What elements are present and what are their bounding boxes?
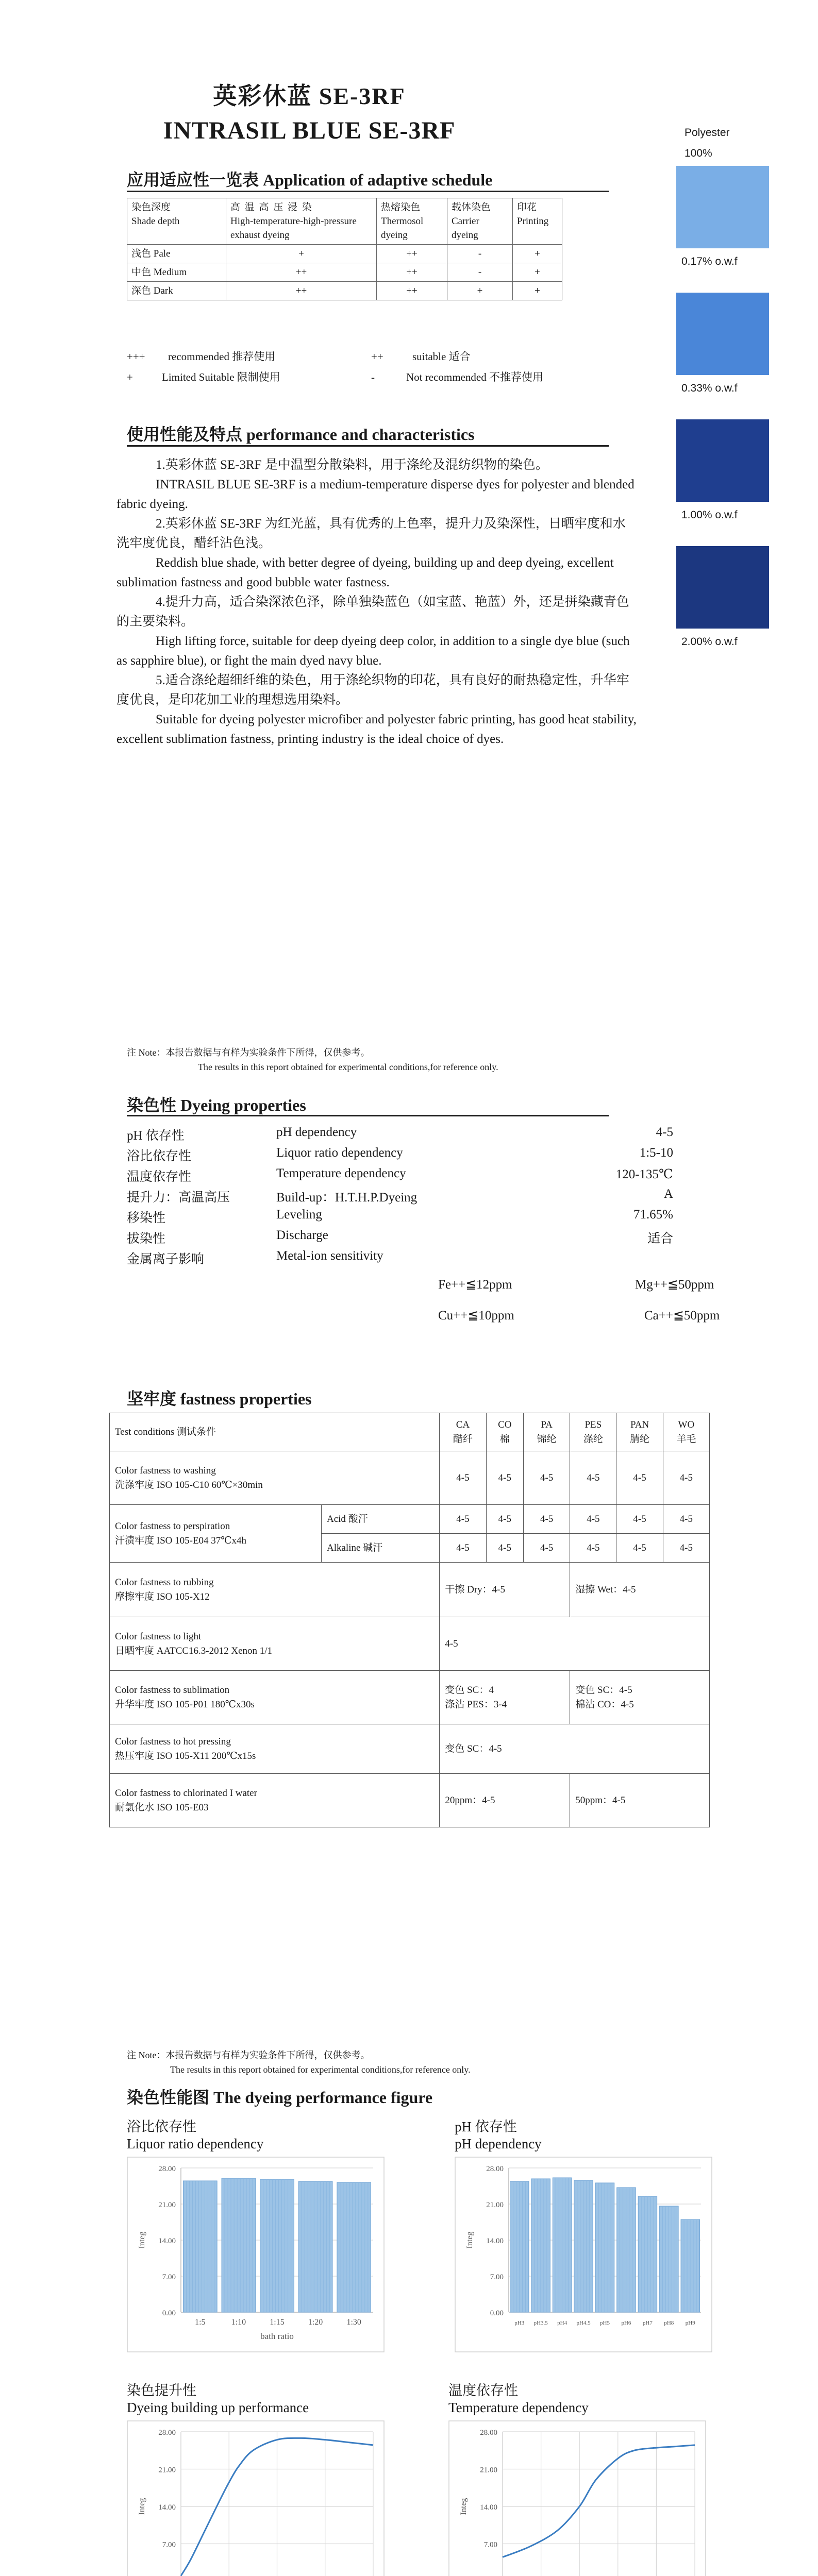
cell: 4-5 xyxy=(524,1451,570,1505)
legend-recommended: +++ recommended 推荐使用 xyxy=(127,350,276,363)
x-tick-label: pH3.5 xyxy=(533,2320,548,2326)
y-tick-label: 28.00 xyxy=(480,2429,497,2437)
cell: ++ xyxy=(377,282,447,300)
cell: 4-5 xyxy=(663,1505,709,1534)
fastness-header-row xyxy=(110,1413,710,1451)
y-tick-label: 28.00 xyxy=(158,2429,176,2437)
chart-ph-dependency xyxy=(455,2157,712,2352)
header-carrier: 载体染色 Carrier dyeing xyxy=(447,198,513,245)
cell: 4-5 xyxy=(486,1451,523,1505)
perspiration-acid-row xyxy=(110,1505,710,1534)
cell: 变色 SC：4 涤沾 PES：3-4 xyxy=(440,1671,570,1724)
cell: 4-5 xyxy=(570,1534,616,1563)
dyeing-row xyxy=(127,1166,673,1187)
x-tick-label: pH4.5 xyxy=(576,2320,591,2326)
cell: 4-5 xyxy=(616,1505,663,1534)
y-tick-label: 0.00 xyxy=(162,2309,176,2317)
dyeing-row xyxy=(127,1125,673,1146)
cell: ++ xyxy=(377,263,447,282)
color-swatch xyxy=(676,419,769,502)
x-tick-label: 1:5 xyxy=(195,2318,206,2327)
dyeing-val: 120-135℃ xyxy=(615,1167,673,1181)
cell: 中色 Medium xyxy=(127,263,226,282)
sublimation-label: Color fastness to sublimation 升华牢度 ISO 105-P01 180℃x30s xyxy=(110,1671,440,1724)
y-axis-label: Integ xyxy=(465,2231,474,2249)
color-swatch xyxy=(676,293,769,375)
bar xyxy=(183,2181,217,2312)
application-row-medium xyxy=(127,263,562,282)
y-tick-label: 7.00 xyxy=(162,2540,176,2549)
color-swatch xyxy=(676,546,769,629)
y-tick-label: 14.00 xyxy=(480,2503,497,2512)
cell: - xyxy=(447,263,513,282)
application-row-dark xyxy=(127,282,562,300)
x-tick-label: pH3 xyxy=(514,2320,525,2326)
x-tick-label: 1:10 xyxy=(231,2318,246,2327)
dyeing-row xyxy=(127,1187,673,1208)
cell: + xyxy=(513,245,562,263)
alkaline-label: Alkaline 碱汗 xyxy=(322,1534,440,1563)
metal-mg: Mg++≦50ppm xyxy=(635,1278,714,1292)
sublimation-row xyxy=(110,1671,710,1724)
x-tick-label: pH4 xyxy=(557,2320,567,2326)
chlorine-row xyxy=(110,1774,710,1827)
dyeing-en: Metal-ion sensitivity xyxy=(276,1249,383,1263)
note-cn: 注 Note：本报告数据与有样为实验条件下所得，仅供参考。 xyxy=(127,2050,370,2060)
y-tick-label: 21.00 xyxy=(480,2466,497,2475)
fig-liquor-en: Liquor ratio dependency xyxy=(127,2136,264,2151)
fig-ph-en: pH dependency xyxy=(455,2136,542,2151)
para-1-cn: 1.英彩休蓝 SE-3RF 是中温型分散染料，用于涤纶及混纺织物的染色。 xyxy=(156,458,548,472)
fig-temp-cn: 温度依存性 xyxy=(448,2383,518,2398)
application-header-row xyxy=(127,198,562,245)
para-2-en: Reddish blue shade, with better degree of dyeing, building up and deep dyeing, excellent sublimation fastness and good bubble water fastness. xyxy=(116,556,614,589)
dyeing-val: 71.65% xyxy=(633,1208,673,1222)
swatch-label: 1.00% o.w.f xyxy=(681,509,738,521)
header-thermosol: 热熔染色 Thermosol dyeing xyxy=(377,198,447,245)
bar xyxy=(298,2181,332,2312)
x-axis-label: bath ratio xyxy=(260,2331,294,2341)
figures-heading: 染色性能图 The dyeing performance figure xyxy=(127,2088,433,2107)
metal-cu: Cu++≦10ppm xyxy=(438,1309,514,1323)
bar xyxy=(260,2179,294,2312)
metal-fe: Fe++≦12ppm xyxy=(438,1278,512,1292)
dyeing-cn: 拔染性 xyxy=(127,1232,166,1246)
swatch-column xyxy=(676,166,769,648)
note-en: The results in this report obtained for experimental conditions,for reference only. xyxy=(170,2064,471,2075)
dyeing-cn: 浴比依存性 xyxy=(127,1149,192,1163)
y-tick-label: 7.00 xyxy=(483,2540,497,2549)
swatch-header: Polyester xyxy=(685,127,730,139)
application-table xyxy=(127,198,562,300)
fig-liquor-cn: 浴比依存性 xyxy=(127,2119,196,2134)
performance-heading: 使用性能及特点 performance and characteristics xyxy=(127,425,475,444)
application-row-pale xyxy=(127,245,562,263)
y-tick-label: 28.00 xyxy=(486,2165,504,2173)
fig-buildup-cn: 染色提升性 xyxy=(127,2383,196,2398)
fiber-pan: PAN 腈纶 xyxy=(616,1413,663,1451)
y-tick-label: 7.00 xyxy=(490,2273,504,2281)
title-en: INTRASIL BLUE SE-3RF xyxy=(163,117,456,144)
swatch-label: 2.00% o.w.f xyxy=(681,636,738,648)
swatch-header-pct: 100% xyxy=(685,147,712,159)
cell: 4-5 xyxy=(440,1534,486,1563)
cell: 干擦 Dry：4-5 xyxy=(440,1563,570,1617)
x-tick-label: pH5 xyxy=(600,2320,610,2326)
dyeing-cn: pH 依存性 xyxy=(127,1129,185,1143)
dyeing-table xyxy=(127,1125,673,1269)
fiber-wo: WO 羊毛 xyxy=(663,1413,709,1451)
y-tick-label: 14.00 xyxy=(158,2503,176,2512)
y-tick-label: 14.00 xyxy=(158,2237,176,2245)
hot-label: Color fastness to hot pressing 热压牢度 ISO 105-X11 200℃x15s xyxy=(110,1724,440,1774)
y-tick-label: 21.00 xyxy=(486,2201,504,2209)
chart-liquor-ratio xyxy=(127,2157,385,2352)
x-tick-label: pH6 xyxy=(621,2320,631,2326)
cell: 4-5 xyxy=(663,1451,709,1505)
y-axis-label: Integ xyxy=(138,2498,146,2515)
legend-limited: + Limited Suitable 限制使用 xyxy=(127,371,280,383)
y-tick-label: 21.00 xyxy=(158,2201,176,2209)
cell: 4-5 xyxy=(440,1505,486,1534)
cell: 4-5 xyxy=(486,1534,523,1563)
dyeing-val: 4-5 xyxy=(656,1125,673,1139)
application-heading: 应用适应性一览表 Application of adaptive schedule xyxy=(127,171,493,189)
x-tick-label: 1:15 xyxy=(270,2318,285,2327)
x-tick-label: 1:30 xyxy=(346,2318,361,2327)
y-axis-label: Integ xyxy=(459,2498,468,2515)
chart-buildup xyxy=(127,2420,385,2576)
dyeing-val: 适合 xyxy=(647,1232,673,1246)
rubbing-row xyxy=(110,1563,710,1617)
y-tick-label: 14.00 xyxy=(486,2237,504,2245)
note-en: The results in this report obtained for experimental conditions,for reference only. xyxy=(198,1062,498,1072)
chart-frame xyxy=(449,2421,706,2576)
legend-not-recommended: - Not recommended 不推荐使用 xyxy=(371,371,543,383)
cell: + xyxy=(513,282,562,300)
cell: 4-5 xyxy=(570,1451,616,1505)
cell: 深色 Dark xyxy=(127,282,226,300)
x-tick-label: 1:20 xyxy=(308,2318,323,2327)
cell: ++ xyxy=(377,245,447,263)
dyeing-en: Leveling xyxy=(276,1208,322,1222)
cell: - xyxy=(447,245,513,263)
para-4-en: Suitable for dyeing polyester microfiber and polyester fabric printing, has good heat stability, excellent sublimation fastness, printing industry is the ideal choice of dyes. xyxy=(116,713,637,746)
hot-pressing-row xyxy=(110,1724,710,1774)
fastness-heading: 坚牢度 fastness properties xyxy=(127,1389,312,1408)
x-tick-label: pH7 xyxy=(642,2320,653,2326)
bar xyxy=(222,2178,256,2312)
dyeing-row xyxy=(127,1208,673,1228)
fig-temp-en: Temperature dependency xyxy=(448,2400,589,2415)
dyeing-en: Temperature dependency xyxy=(276,1166,406,1180)
cell: 4-5 xyxy=(440,1617,710,1671)
x-tick-label: pH8 xyxy=(664,2320,674,2326)
dyeing-en: pH dependency xyxy=(276,1125,357,1139)
fiber-pes: PES 涤纶 xyxy=(570,1413,616,1451)
fastness-table xyxy=(109,1413,710,1827)
rubbing-label: Color fastness to rubbing 摩擦牢度 ISO 105-X12 xyxy=(110,1563,440,1617)
y-tick-label: 0.00 xyxy=(490,2309,504,2317)
light-label: Color fastness to light 日晒牢度 AATCC16.3-2012 Xenon 1/1 xyxy=(110,1617,440,1671)
para-3-cn: 4.提升力高，适合染深浓色泽，除单独染蓝色（如宝蓝、艳蓝）外，还是拼染藏青色的主要染料。 xyxy=(116,595,629,629)
perspiration-label: Color fastness to perspiration 汗渍牢度 ISO 105-E04 37℃x4h xyxy=(110,1505,322,1563)
chart-temperature xyxy=(448,2420,706,2576)
cell: 4-5 xyxy=(486,1505,523,1534)
header-hthp: 高 温 高 压 浸 染 High-temperature-high-pressure exhaust dyeing xyxy=(226,198,377,245)
acid-label: Acid 酸汗 xyxy=(322,1505,440,1534)
dyeing-cn: 温度依存性 xyxy=(127,1170,192,1184)
dyeing-val xyxy=(544,1249,673,1269)
cell: + xyxy=(447,282,513,300)
dyeing-cn: 移染性 xyxy=(127,1211,166,1225)
fig-buildup-en: Dyeing building up performance xyxy=(127,2400,309,2415)
para-2-cn: 2.英彩休蓝 SE-3RF 为红光蓝，具有优秀的上色率，提升力及染深性，日晒牢度和水洗牢度优良，醋纤沾色浅。 xyxy=(116,517,626,550)
cell: ++ xyxy=(226,263,377,282)
divider xyxy=(127,191,609,192)
divider xyxy=(127,445,609,447)
dyeing-cn: 提升力：高温高压 xyxy=(127,1191,230,1205)
y-tick-label: 28.00 xyxy=(158,2165,176,2173)
washing-row xyxy=(110,1451,710,1505)
dyeing-val: A xyxy=(663,1187,673,1201)
title-cn: 英彩休蓝 SE-3RF xyxy=(213,83,406,109)
metal-ca: Ca++≦50ppm xyxy=(644,1309,720,1323)
cell: 变色 SC：4-5 xyxy=(440,1724,710,1774)
y-axis-label: Integ xyxy=(138,2231,146,2249)
cell: + xyxy=(226,245,377,263)
cell: + xyxy=(513,263,562,282)
legend-suitable: ++ suitable 适合 xyxy=(371,350,471,363)
header-printing: 印花 Printing xyxy=(513,198,562,245)
dyeing-en: Liquor ratio dependency xyxy=(276,1146,403,1160)
para-3-en: High lifting force, suitable for deep dyeing deep color, in addition to a single dye blue (such as sapphire blue), or fight the main dyed navy blue. xyxy=(116,634,630,668)
cell: 4-5 xyxy=(570,1505,616,1534)
cell: 20ppm：4-5 xyxy=(440,1774,570,1827)
cell: ++ xyxy=(226,282,377,300)
dyeing-val: 1:5-10 xyxy=(639,1146,673,1160)
cell: 4-5 xyxy=(616,1534,663,1563)
x-tick-label: pH9 xyxy=(685,2320,695,2326)
cell: 50ppm：4-5 xyxy=(570,1774,710,1827)
fiber-ca: CA 醋纤 xyxy=(440,1413,486,1451)
performance-text xyxy=(116,455,637,749)
washing-label: Color fastness to washing 洗涤牢度 ISO 105-C10 60℃×30min xyxy=(110,1451,440,1505)
dyeing-heading: 染色性 Dyeing properties xyxy=(127,1096,306,1114)
para-4-cn: 5.适合涤纶超细纤维的染色，用于涤纶织物的印花，具有良好的耐热稳定性，升华牢度优良，是印花加工业的理想选用染料。 xyxy=(116,673,629,707)
divider xyxy=(127,1115,609,1116)
chlorine-label: Color fastness to chlorinated I water 耐氯化水 ISO 105-E03 xyxy=(110,1774,440,1827)
color-swatch xyxy=(676,166,769,248)
para-1-en: INTRASIL BLUE SE-3RF is a medium-temperature disperse dyes for polyester and blended fabric dyeing. xyxy=(116,478,635,511)
cell: 变色 SC：4-5 棉沾 CO：4-5 xyxy=(570,1671,710,1724)
cell: 浅色 Pale xyxy=(127,245,226,263)
light-row xyxy=(110,1617,710,1671)
bar xyxy=(337,2182,371,2312)
cell: 4-5 xyxy=(524,1505,570,1534)
dyeing-cn: 金属离子影响 xyxy=(127,1252,205,1266)
dyeing-row xyxy=(127,1228,673,1249)
cell: 4-5 xyxy=(616,1451,663,1505)
fig-ph-cn: pH 依存性 xyxy=(455,2119,517,2134)
chart-frame xyxy=(127,2421,384,2576)
cell: 4-5 xyxy=(524,1534,570,1563)
swatch-label: 0.33% o.w.f xyxy=(681,382,738,394)
dyeing-en: Discharge xyxy=(276,1228,328,1242)
dyeing-en: Build-up：H.T.H.P.Dyeing xyxy=(276,1191,418,1205)
cell: 4-5 xyxy=(663,1534,709,1563)
fiber-co: CO 棉 xyxy=(486,1413,523,1451)
note-cn: 注 Note：本报告数据与有样为实验条件下所得，仅供参考。 xyxy=(127,1047,370,1058)
cell: 湿擦 Wet：4-5 xyxy=(570,1563,710,1617)
fiber-pa: PA 锦纶 xyxy=(524,1413,570,1451)
swatch-label: 0.17% o.w.f xyxy=(681,256,738,267)
y-tick-label: 21.00 xyxy=(158,2466,176,2475)
cell: 4-5 xyxy=(440,1451,486,1505)
header-shade: 染色深度 Shade depth xyxy=(127,198,226,245)
y-tick-label: 7.00 xyxy=(162,2273,176,2281)
dyeing-row xyxy=(127,1249,673,1269)
test-header: Test conditions 测试条件 xyxy=(110,1413,440,1451)
dyeing-row xyxy=(127,1146,673,1166)
